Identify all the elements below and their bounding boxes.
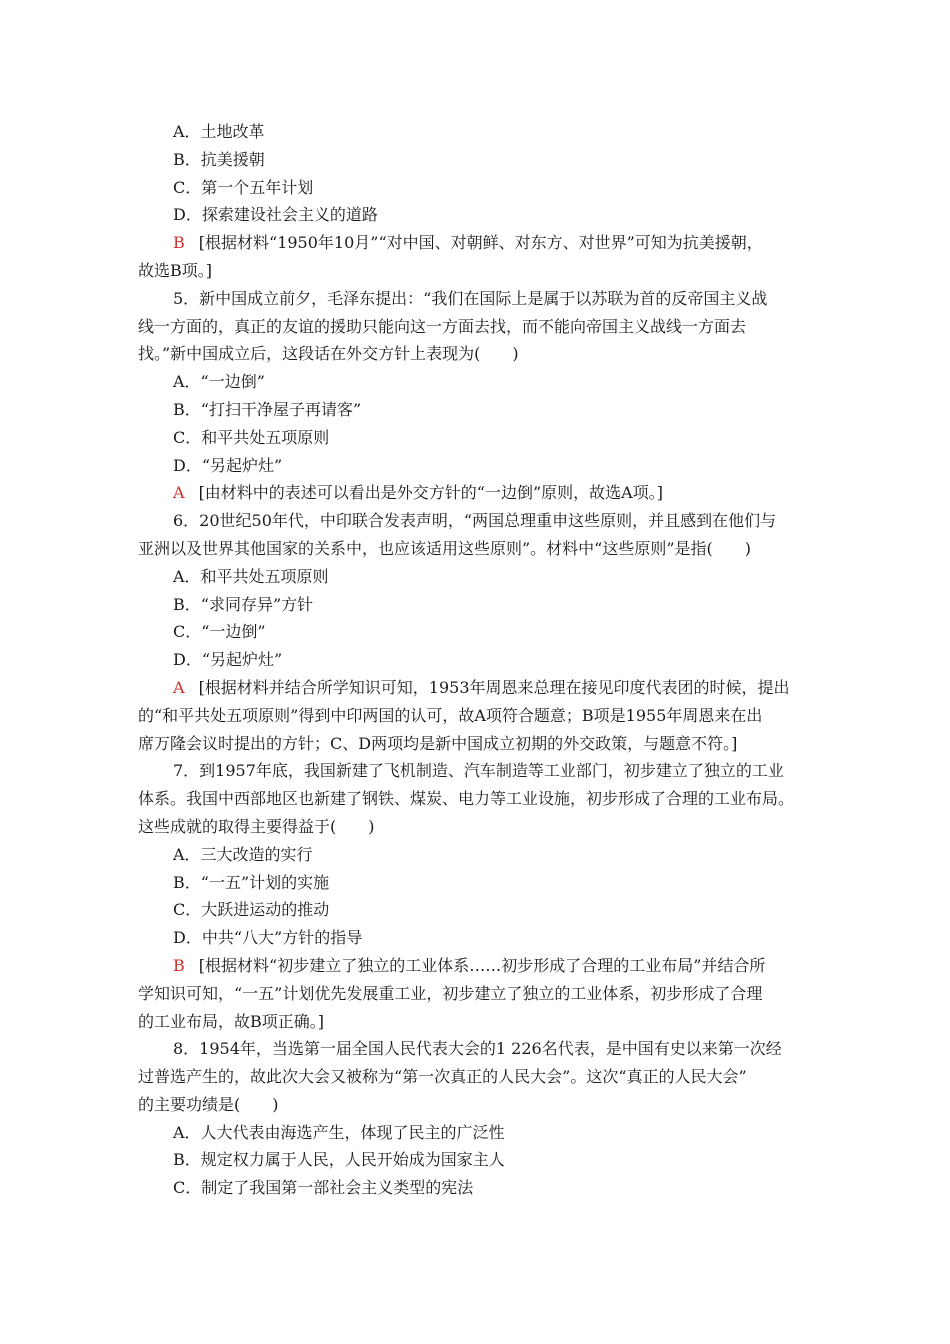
option-d: D．中共“八大”方针的指导 xyxy=(173,928,363,948)
option-d: D．“另起炉灶” xyxy=(173,650,283,670)
document-page xyxy=(138,118,818,1202)
option-c: C．制定了我国第一部社会主义类型的宪法 xyxy=(173,1178,474,1198)
question-stem-continued: 体系。我国中西部地区也新建了钢铁、煤炭、电力等工业设施，初步形成了合理的工业布局。 xyxy=(138,789,795,809)
answer-text-continued: 的“和平共处五项原则”得到中印两国的认可，故A项符合题意；B项是1955年周恩来在出 xyxy=(138,705,763,725)
answer-explanation xyxy=(138,479,818,507)
question-stem-continued: 找。”新中国成立后，这段话在外交方针上表现为( ) xyxy=(138,344,519,364)
question-7 xyxy=(138,757,818,1035)
answer-explanation xyxy=(138,229,818,257)
question-4 xyxy=(138,118,818,285)
question-8 xyxy=(138,1035,818,1202)
question-stem: 8．1954年，当选第一届全国人民代表大会的1 226名代表，是中国有史以来第一次经 xyxy=(173,1039,782,1059)
question-6 xyxy=(138,507,818,757)
option-a: A．土地改革 xyxy=(173,122,265,141)
question-5 xyxy=(138,285,818,507)
question-stem-continued: 这些成就的取得主要得益于( ) xyxy=(138,816,375,836)
option-b: B．“一五”计划的实施 xyxy=(173,872,330,892)
answer-letter: B xyxy=(173,233,185,253)
answer-letter: A xyxy=(173,483,185,503)
option-c: C．第一个五年计划 xyxy=(173,177,314,197)
answer-explanation xyxy=(138,674,818,702)
question-stem: 6．20世纪50年代，中印联合发表声明，“两国总理重申这些原则，并且感到在他们与 xyxy=(173,511,777,531)
option-a: A．三大改造的实行 xyxy=(173,844,313,864)
answer-letter: B xyxy=(173,955,185,975)
option-c: C．大跃进运动的推动 xyxy=(173,900,330,920)
answer-text-continued: 故选B项。] xyxy=(138,260,213,280)
answer-letter: A xyxy=(173,677,185,697)
answer-text-continued: 学知识可知，“一五”计划优先发展重工业，初步建立了独立的工业体系，初步形成了合理 xyxy=(138,983,763,1003)
option-c: C．和平共处五项原则 xyxy=(173,427,330,447)
answer-text: [根据材料并结合所学知识可知，1953年周恩来总理在接见印度代表团的时候，提出 xyxy=(198,677,790,697)
answer-text: [根据材料“1950年10月”“对中国、对朝鲜、对东方、对世界”可知为抗美援朝， xyxy=(198,233,763,253)
question-stem-continued: 的主要功绩是( ) xyxy=(138,1094,279,1114)
question-stem: 5．新中国成立前夕，毛泽东提出：“我们在国际上是属于以苏联为首的反帝国主义战 xyxy=(173,288,768,308)
option-d: D．“另起炉灶” xyxy=(173,455,283,475)
answer-explanation xyxy=(138,952,818,980)
question-stem-continued: 线一方面的，真正的友谊的援助只能向这一方面去找，而不能向帝国主义战线一方面去 xyxy=(138,316,747,336)
option-a: A．人大代表由海选产生，体现了民主的广泛性 xyxy=(173,1122,505,1142)
answer-text-continued: 的工业布局，故B项正确。] xyxy=(138,1011,325,1031)
option-a: A．和平共处五项原则 xyxy=(173,566,329,586)
answer-text-continued: 席万隆会议时提出的方针；C、D两项均是新中国成立初期的外交政策，与题意不符。] xyxy=(138,733,738,753)
option-b: B．规定权力属于人民，人民开始成为国家主人 xyxy=(173,1150,505,1170)
option-b: B．“打扫干净屋子再请客” xyxy=(173,399,362,419)
option-a: A．“一边倒” xyxy=(173,372,265,392)
answer-text: [根据材料“初步建立了独立的工业体系……初步形成了合理的工业布局”并结合所 xyxy=(198,955,766,975)
question-stem-continued: 亚洲以及世界其他国家的关系中，也应该适用这些原则”。材料中“这些原则”是指( ) xyxy=(138,538,752,558)
option-d: D．探索建设社会主义的道路 xyxy=(173,205,378,225)
question-stem: 7．到1957年底，我国新建了飞机制造、汽车制造等工业部门，初步建立了独立的工业 xyxy=(173,761,784,781)
option-c: C．“一边倒” xyxy=(173,622,266,642)
answer-text: [由材料中的表述可以看出是外交方针的“一边倒”原则，故选A项。] xyxy=(198,483,663,503)
option-b: B．抗美援朝 xyxy=(173,149,265,169)
option-b: B．“求同存异”方针 xyxy=(173,594,314,614)
question-stem-continued: 过普选产生的，故此次大会又被称为“第一次真正的人民大会”。这次“真正的人民大会” xyxy=(138,1067,747,1087)
